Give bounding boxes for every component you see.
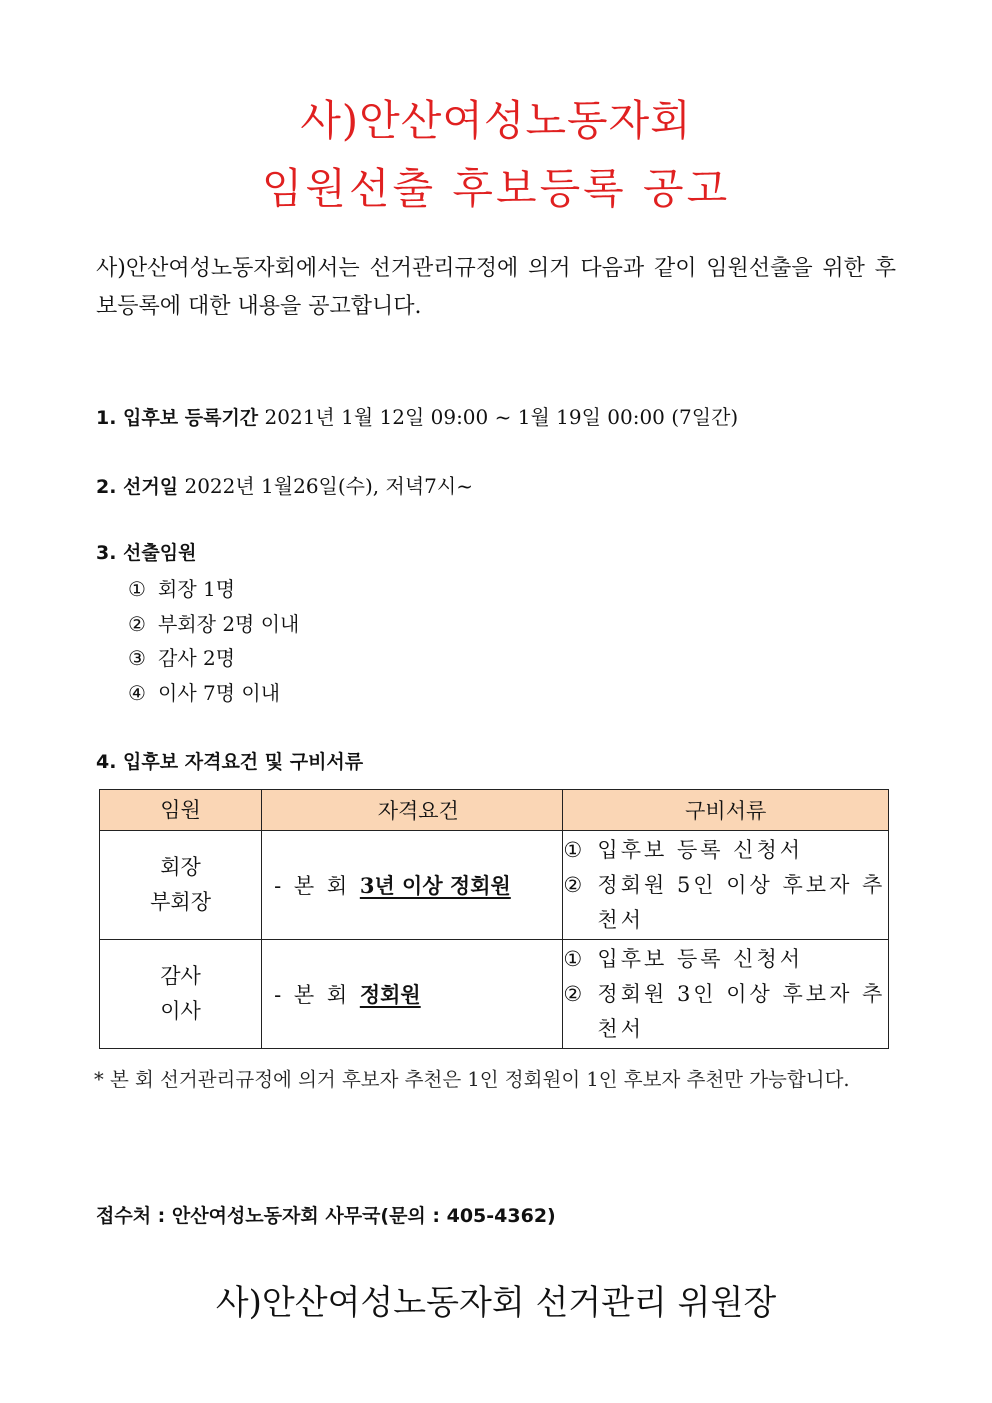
header-documents: 구비서류 (563, 790, 889, 831)
section-registration-period (96, 401, 738, 430)
officer-list (128, 572, 299, 711)
table-header-row (100, 790, 889, 831)
documents-cell: ① 입후보 등록 신청서 ② 정회원 3인 이상 후보자 추천서 (563, 940, 889, 1049)
section-value: 2021년 1월 12일 09:00 ~ 1월 19일 00:00 (7일간) (264, 405, 739, 429)
footnote: * 본 회 선거관리규정에 의거 후보자 추천은 1인 정회원이 1인 후보자 추천만 가능합니다. (94, 1068, 850, 1091)
section-label: 4. 입후보 자격요건 및 구비서류 (96, 751, 364, 773)
section-label: 2. 선거일 (96, 476, 179, 498)
header-role: 임원 (100, 790, 262, 831)
documents-cell: ① 입후보 등록 신청서 ② 정회원 5인 이상 후보자 추천서 (563, 831, 889, 940)
list-item: ④ 이사 7명 이내 (128, 681, 281, 706)
section-election-date (96, 470, 473, 499)
section-officers (96, 538, 196, 565)
table-row (100, 831, 889, 940)
title-organization: 사)안산여성노동자회 (300, 96, 692, 145)
section-value: 2022년 1월26일(수), 저녁7시~ (184, 474, 473, 498)
intro-paragraph: 사)안산여성노동자회에서는 선거관리규정에 의거 다음과 같이 임원선출을 위한 후보등록에 대한 내용을 공고합니다. (96, 256, 896, 319)
contact-info: 접수처 : 안산여성노동자회 사무국(문의 : 405-4362) (96, 1205, 556, 1227)
list-item: ③ 감사 2명 (128, 646, 236, 671)
qualification-cell: - 본 회 정회원 (262, 940, 563, 1049)
qualification-cell: - 본 회 3년 이상 정회원 (262, 831, 563, 940)
section-label: 3. 선출임원 (96, 542, 197, 564)
list-item: ② 부회장 2명 이내 (128, 611, 300, 636)
section-requirements (96, 747, 363, 774)
header-qualification: 자격요건 (262, 790, 563, 831)
title-notice: 임원선출 후보등록 공고 (261, 164, 731, 213)
table-row (100, 940, 889, 1049)
requirements-table (99, 789, 889, 1049)
section-label: 1. 입후보 등록기간 (96, 407, 259, 429)
signature: 사)안산여성노동자회 선거관리 위원장 (215, 1283, 777, 1323)
role-cell: 회장 부회장 (100, 831, 262, 940)
role-cell: 감사 이사 (100, 940, 262, 1049)
list-item: ① 회장 1명 (128, 577, 236, 601)
